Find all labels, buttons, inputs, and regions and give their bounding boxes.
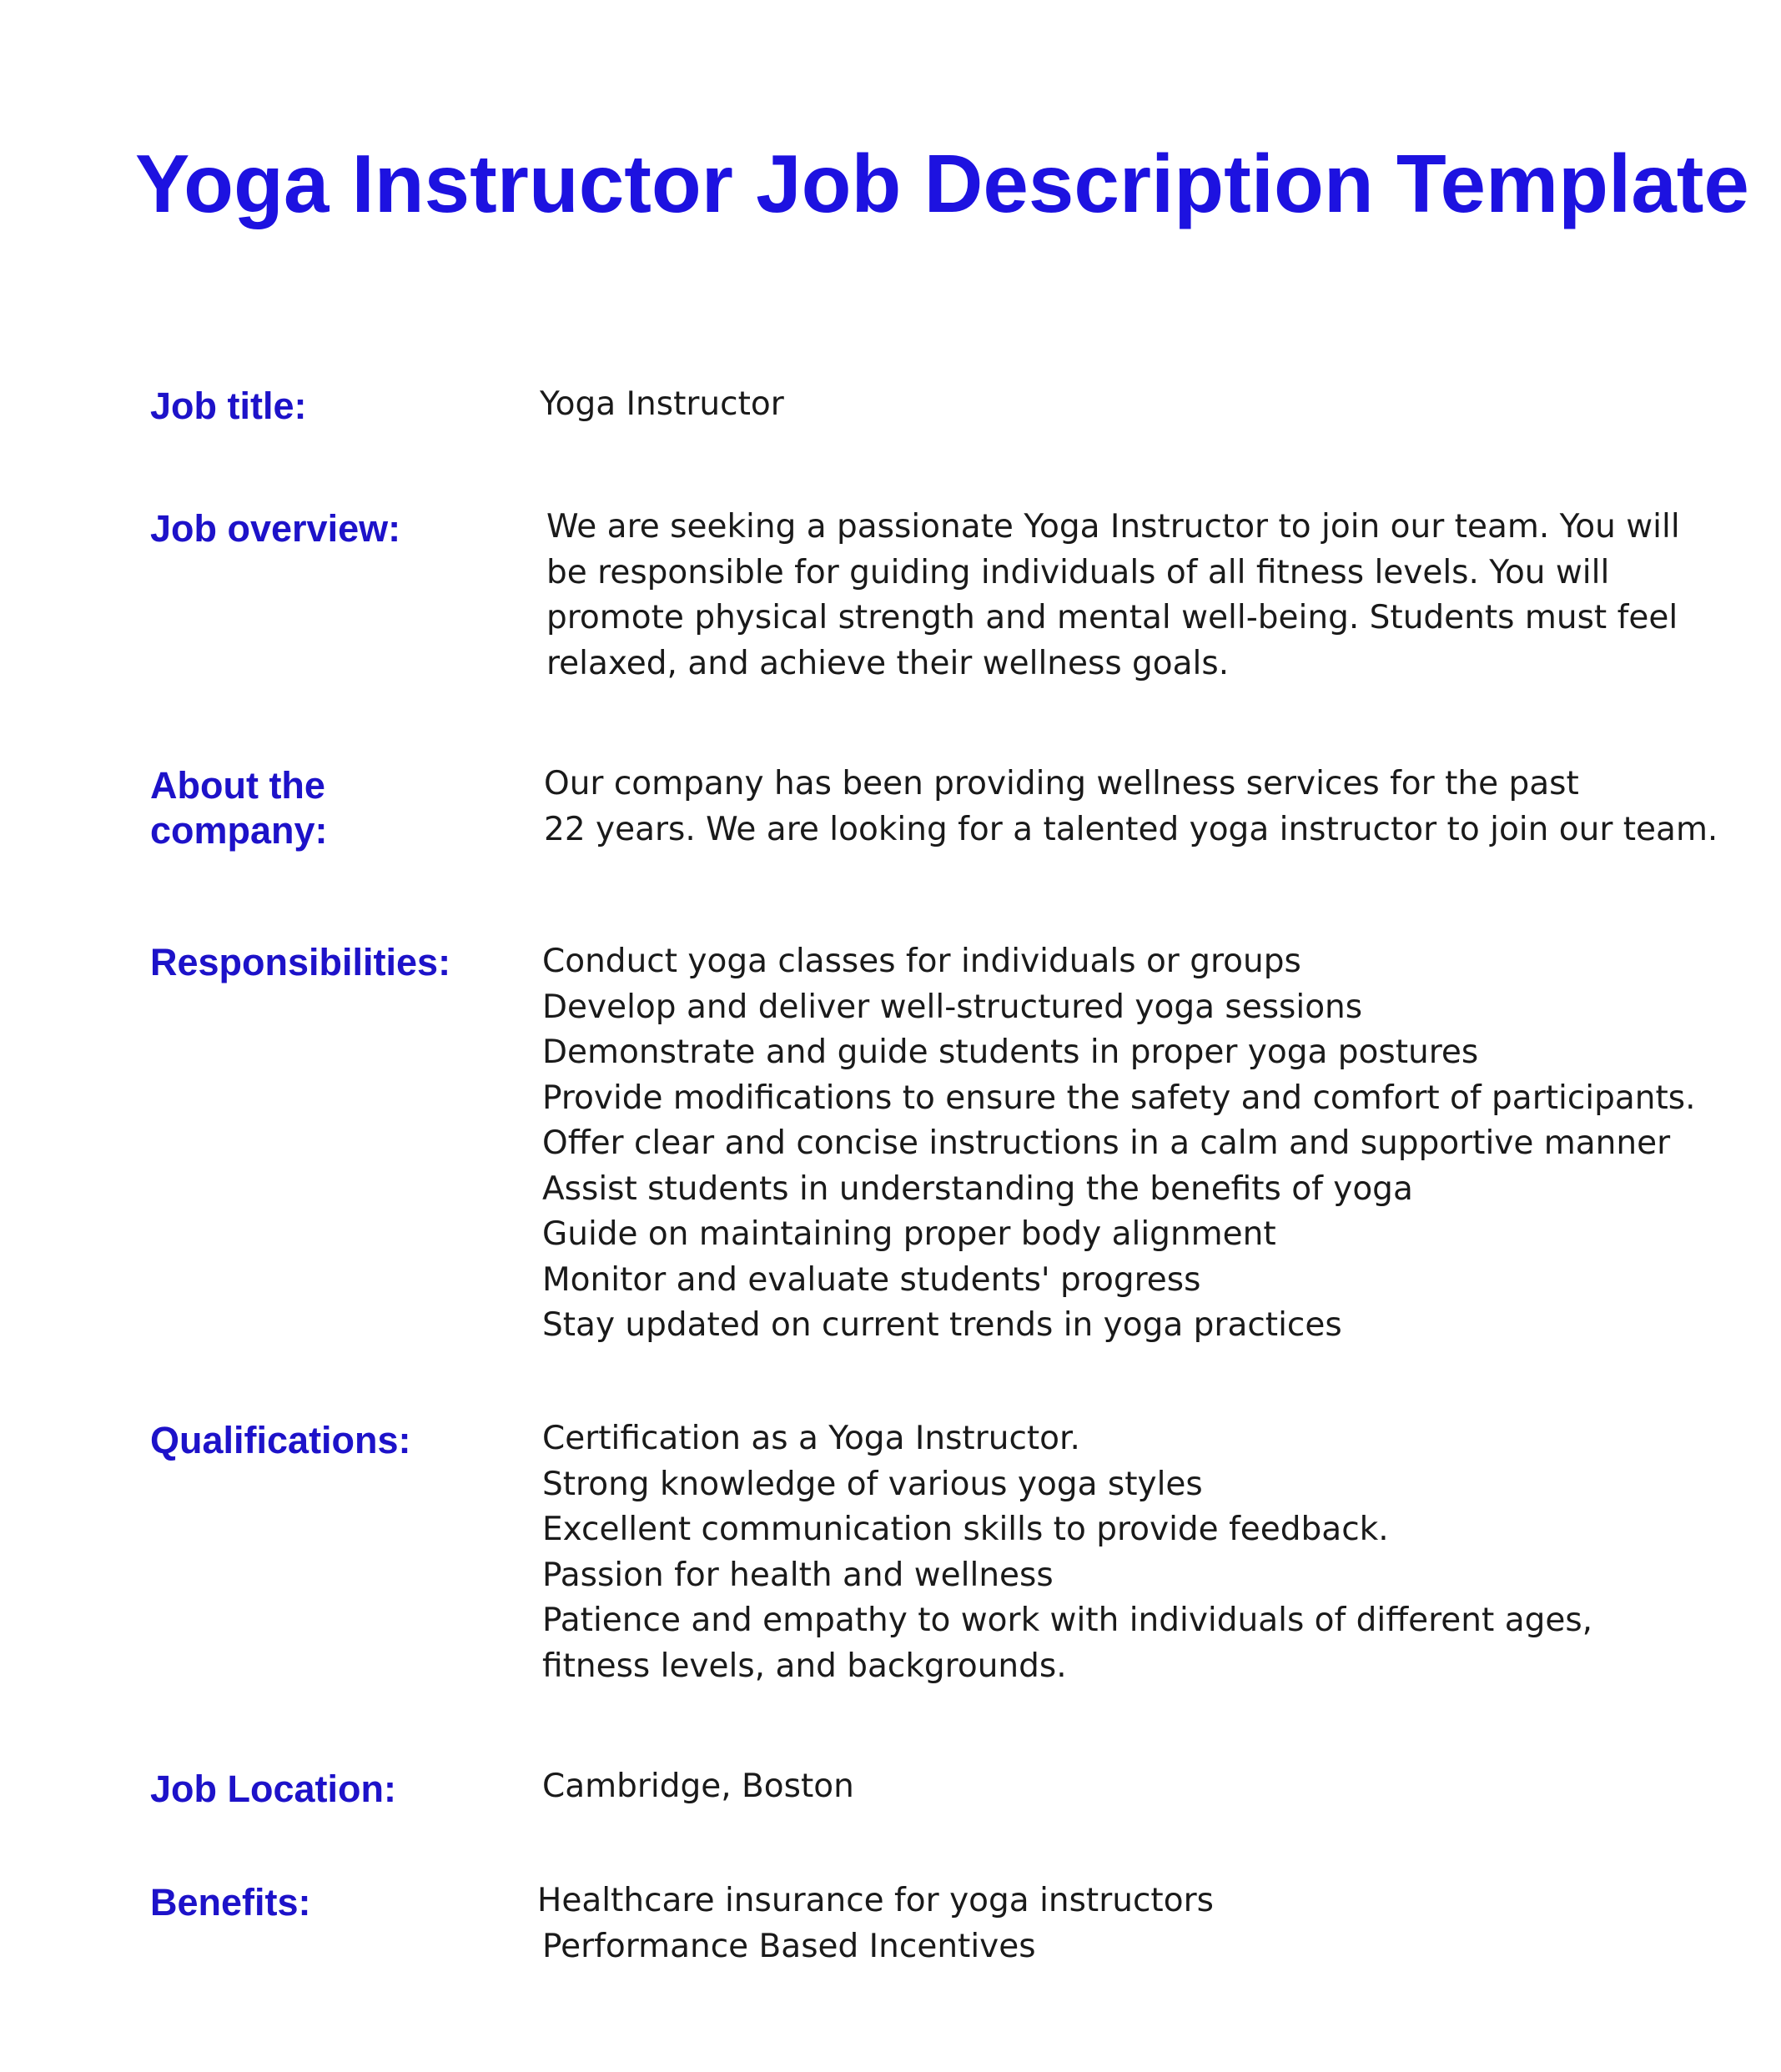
job-overview-line: be responsible for guiding individuals of all fitness levels. You will — [546, 553, 1610, 591]
qualification-item: Strong knowledge of various yoga styles — [542, 1465, 1203, 1503]
job-title-value: Yoga Instructor — [540, 385, 784, 423]
about-company-label — [150, 763, 328, 853]
about-company-line: Our company has been providing wellness services for the past — [544, 765, 1579, 802]
job-overview-line: relaxed, and achieve their wellness goals. — [546, 644, 1230, 682]
qualification-item: Passion for health and wellness — [542, 1556, 1054, 1594]
job-overview-line: promote physical strength and mental well-being. Students must feel — [546, 599, 1678, 636]
qualifications-list — [542, 1416, 1592, 1689]
job-overview-label: Job overview: — [150, 507, 401, 550]
about-company-label-line: About the — [150, 764, 325, 807]
qualification-item: fitness levels, and backgrounds. — [542, 1647, 1067, 1685]
job-location-label: Job Location: — [150, 1768, 396, 1810]
qualification-item: Certification as a Yoga Instructor. — [542, 1420, 1080, 1457]
benefits-list — [537, 1878, 1214, 1969]
responsibility-item: Monitor and evaluate students' progress — [542, 1260, 1201, 1299]
about-company-line: 22 years. We are looking for a talented yoga instructor to join our team. — [544, 810, 1718, 848]
page-title: Yoga Instructor Job Description Template — [135, 138, 1749, 229]
responsibility-item: Assist students in understanding the benefits of yoga — [542, 1169, 1413, 1208]
responsibility-item: Stay updated on current trends in yoga practices — [542, 1306, 1342, 1344]
responsibility-item: Demonstrate and guide students in proper yoga postures — [542, 1033, 1479, 1071]
responsibility-item: Guide on maintaining proper body alignment — [542, 1215, 1276, 1253]
benefits-label: Benefits: — [150, 1881, 311, 1924]
job-overview-line: We are seeking a passionate Yoga Instructor to join our team. You will — [546, 508, 1680, 546]
qualifications-label: Qualifications: — [150, 1419, 411, 1461]
qualification-item: Excellent communication skills to provide feedback. — [542, 1511, 1389, 1548]
responsibility-item: Develop and deliver well-structured yoga sessions — [542, 988, 1363, 1026]
responsibility-item: Provide modifications to ensure the safety and comfort of participants. — [542, 1079, 1696, 1117]
about-company-label-line: company: — [150, 809, 328, 852]
responsibilities-label: Responsibilities: — [150, 941, 451, 983]
about-company-text — [544, 762, 1718, 852]
responsibility-item: Offer clear and concise instructions in a calm and supportive manner — [542, 1124, 1671, 1162]
job-overview-text — [546, 505, 1680, 686]
benefit-item: Healthcare insurance for yoga instructors — [537, 1882, 1214, 1919]
job-title-label: Job title: — [150, 385, 307, 427]
qualification-item: Patience and empathy to work with individuals of different ages, — [542, 1602, 1593, 1639]
responsibilities-list — [542, 939, 1696, 1349]
benefit-item: Performance Based Incentives — [542, 1927, 1036, 1965]
job-location-value: Cambridge, Boston — [542, 1768, 854, 1805]
responsibility-item: Conduct yoga classes for individuals or groups — [542, 943, 1301, 980]
